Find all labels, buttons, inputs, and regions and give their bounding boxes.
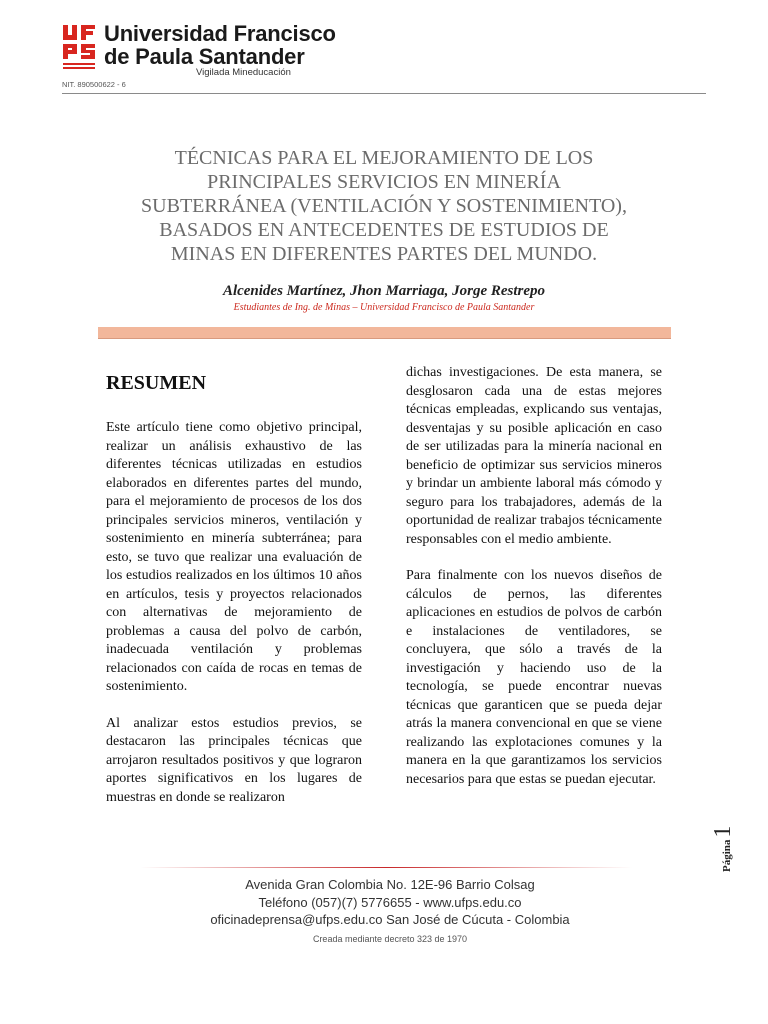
ufps-logo xyxy=(62,24,96,74)
section-heading: RESUMEN xyxy=(106,372,207,394)
right-column xyxy=(406,364,662,807)
paragraph: Para finalmente con los nuevos diseños de cálculos de pernos, las diferentes aplicaciones en estudios de polvos de carbón e instalaciones de ventiladores, se concluyera, que sólo a través de la investigación y haciendo uso de la tecnología, se puede encontrar nuevas técnicas que garanticen que se pueda dejar atrás la manera convencional en que se viene realizando las explotaciones comunes y la manera en la que garantizamos los servicios necesarios para que estas se puedan ejecutar. xyxy=(406,568,662,787)
affiliation: Estudiantes de Ing. de Minas – Universidad Francisco de Paula Santander xyxy=(233,302,535,313)
paragraph: Al analizar estos estudios previos, se destacaron las principales técnicas que arrojaron resultados positivos y que lograron aportes significativos en los lugares de muestras en donde se realizaron xyxy=(106,715,362,805)
vigilada-text: Vigilada Mineducación xyxy=(196,67,291,78)
footer xyxy=(200,876,580,948)
university-name xyxy=(104,22,336,68)
title-line: PRINCIPALES SERVICIOS EN MINERÍA xyxy=(207,171,561,193)
left-column xyxy=(106,419,362,825)
nit-text: NIT. 890500622 - 6 xyxy=(62,80,126,89)
paragraph: dichas investigaciones. De esta manera, se desglosaron cada una de estas mejores técnicas empleadas, explicando sus ventajas, desventajas y su posible aplicación en caso de ser utilizadas para la minería nacional en beneficio de optimizar sus servicios mineros y brindar un ambiente laboral más cómodo y seguro para los trabajadores, además de la oportunidad de realizar trabajos técnicamente responsables con el medio ambiente. xyxy=(406,365,662,547)
title-band xyxy=(98,327,671,339)
page-num: 1 xyxy=(710,825,736,838)
page-word: Página xyxy=(721,839,733,872)
footer-phone: Teléfono (057)(7) 5776655 - www.ufps.edu.co xyxy=(258,894,522,910)
footer-created: Creada mediante decreto 323 de 1970 xyxy=(312,933,468,944)
title-line: SUBTERRÁNEA (VENTILACIÓN Y SOSTENIMIENTO), xyxy=(141,195,627,217)
authors: Alcenides Martínez, Jhon Marriaga, Jorge Restrepo xyxy=(222,283,546,299)
paragraph: Este artículo tiene como objetivo principal, realizar un análisis exhaustivo de las diferentes técnicas utilizadas en estudios elaborados en diferentes partes del mundo, para el mejoramiento de procesos de los dos principales servicios mineros, ventilación y sostenimiento en minería subterránea; para esto, se tuvo que realizar una evaluación de los estudios realizados en los últimos 10 años en artículos, tesis y proyectos relacionados con alternativas de mejoramiento de problemas a causa del polvo de carbón, inadecuada ventilación y problemas relacionados con caída de rocas en temas de sostenimiento. xyxy=(106,420,362,694)
page-number xyxy=(710,812,736,872)
article-title xyxy=(110,146,658,266)
title-line: MINAS EN DIFERENTES PARTES DEL MUNDO. xyxy=(170,243,598,265)
footer-address: Avenida Gran Colombia No. 12E-96 Barrio Colsag xyxy=(245,877,535,892)
university-name-line1: Universidad Francisco xyxy=(104,21,336,46)
title-line: BASADOS EN ANTECEDENTES DE ESTUDIOS DE xyxy=(159,219,609,241)
title-line: TÉCNICAS PARA EL MEJORAMIENTO DE LOS xyxy=(174,147,594,169)
footer-divider xyxy=(140,867,632,868)
university-name-line2: de Paula Santander xyxy=(104,44,305,69)
header-divider xyxy=(62,93,706,94)
footer-email: oficinadeprensa@ufps.edu.co San José de Cúcuta - Colombia xyxy=(210,912,570,927)
